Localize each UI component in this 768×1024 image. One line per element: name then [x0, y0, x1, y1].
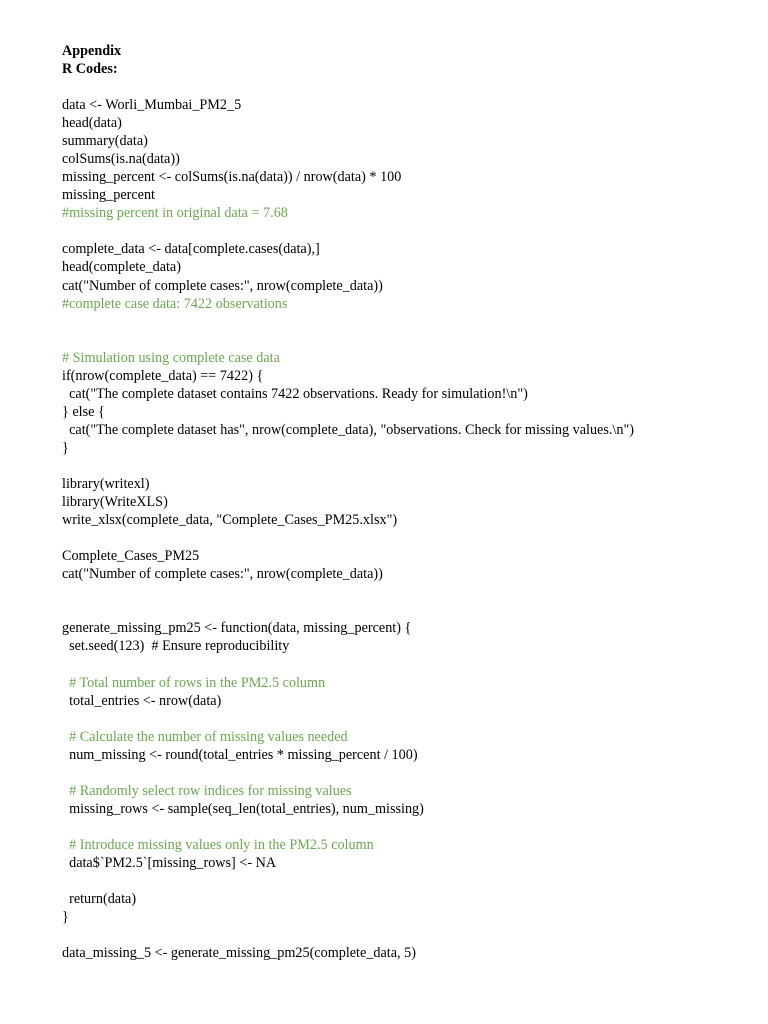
- code-line: if(nrow(complete_data) == 7422) {: [62, 367, 264, 384]
- document-page: [62, 42, 752, 962]
- code-line: missing_rows <- sample(seq_len(total_entries), num_missing): [62, 800, 424, 817]
- code-line: num_missing <- round(total_entries * missing_percent / 100): [62, 746, 418, 763]
- appendix-heading: Appendix: [62, 43, 122, 59]
- code-line: [62, 529, 752, 547]
- code-line: missing_percent: [62, 187, 155, 204]
- code-line: [62, 656, 752, 674]
- code-line: [62, 601, 752, 619]
- code-line: colSums(is.na(data)): [62, 151, 180, 168]
- code-line: Complete_Cases_PM25: [62, 548, 200, 565]
- code-line: missing_percent <- colSums(is.na(data)) / nrow(data) * 100: [62, 169, 402, 186]
- code-line: [62, 926, 752, 944]
- code-line: head(data): [62, 115, 122, 132]
- code-line: } else {: [62, 403, 105, 420]
- code-line: generate_missing_pm25 <- function(data, missing_percent) {: [62, 620, 412, 637]
- code-comment-line: # Introduce missing values only in the PM2.5 column: [62, 836, 374, 853]
- code-line: [62, 222, 752, 240]
- code-comment-line: # Randomly select row indices for missing values: [62, 782, 352, 799]
- code-line: [62, 313, 752, 331]
- code-comment-line: # Simulation using complete case data: [62, 349, 280, 366]
- code-comment-line: # Total number of rows in the PM2.5 column: [62, 674, 326, 691]
- code-line: data <- Worli_Mumbai_PM2_5: [62, 97, 242, 114]
- code-line: head(complete_data): [62, 259, 181, 276]
- code-line: [62, 583, 752, 601]
- code-line: [62, 710, 752, 728]
- r-codes-heading: R Codes:: [62, 61, 118, 77]
- code-line: }: [62, 909, 69, 926]
- code-comment-line: #complete case data: 7422 observations: [62, 295, 288, 312]
- code-line: cat("Number of complete cases:", nrow(complete_data)): [62, 277, 383, 294]
- code-line: data_missing_5 <- generate_missing_pm25(complete_data, 5): [62, 945, 416, 962]
- code-line: data$`PM2.5`[missing_rows] <- NA: [62, 855, 277, 872]
- code-line: }: [62, 439, 69, 456]
- code-line: [62, 78, 752, 96]
- code-line: summary(data): [62, 133, 148, 150]
- code-comment-line: #missing percent in original data = 7.68: [62, 205, 288, 222]
- code-line: cat("Number of complete cases:", nrow(complete_data)): [62, 566, 383, 583]
- code-line: return(data): [62, 891, 137, 908]
- code-line: library(writexl): [62, 476, 150, 493]
- code-line: [62, 818, 752, 836]
- code-line: cat("The complete dataset contains 7422 observations. Ready for simulation!\n"): [62, 385, 528, 402]
- code-line: cat("The complete dataset has", nrow(complete_data), "observations. Check for missing values.\n"): [62, 421, 634, 438]
- code-line: [62, 764, 752, 782]
- code-line: set.seed(123) # Ensure reproducibility: [62, 638, 290, 655]
- code-comment-line: # Calculate the number of missing values needed: [62, 728, 348, 745]
- code-line: [62, 331, 752, 349]
- code-line: complete_data <- data[complete.cases(data),]: [62, 241, 320, 258]
- code-line: total_entries <- nrow(data): [62, 692, 222, 709]
- code-line: [62, 872, 752, 890]
- code-line: library(WriteXLS): [62, 494, 168, 511]
- code-line: write_xlsx(complete_data, "Complete_Cases_PM25.xlsx"): [62, 512, 398, 529]
- code-block: [62, 78, 752, 962]
- code-line: [62, 457, 752, 475]
